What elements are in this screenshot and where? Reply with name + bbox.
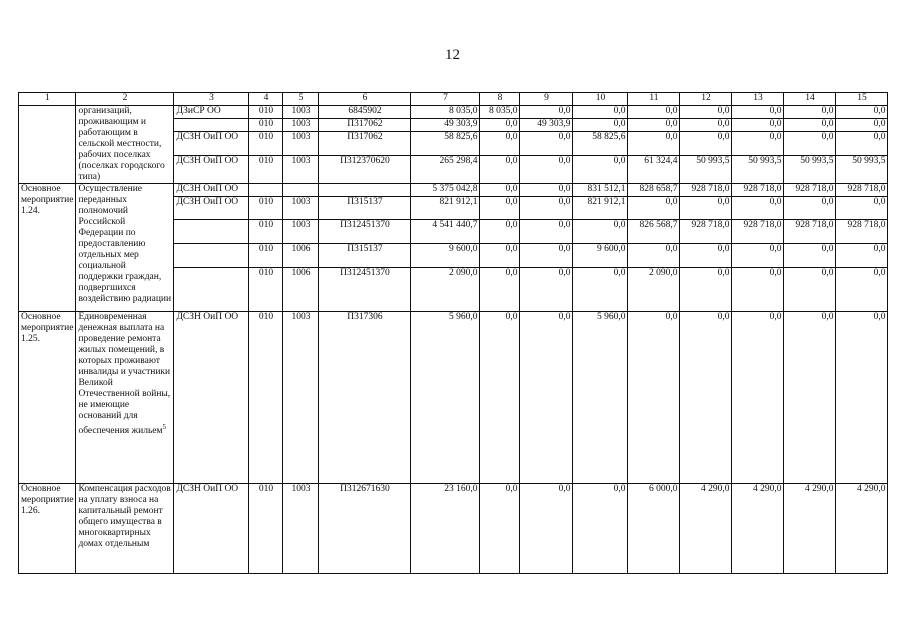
value-cell: 50 993,5	[732, 156, 784, 184]
value-cell: 0,0	[680, 268, 732, 312]
table-row	[19, 484, 888, 574]
value-cell: 010	[249, 132, 283, 156]
value-cell: 0,0	[628, 119, 680, 132]
footnote-mark: 5	[162, 423, 167, 431]
value-cell: 1006	[283, 244, 319, 268]
value-cell: 010	[249, 244, 283, 268]
value-cell: 0,0	[480, 197, 520, 220]
header-cell: 13	[732, 93, 784, 106]
value-cell: П317306	[319, 312, 411, 484]
executor-cell: ДСЗН ОиП ОО	[174, 197, 249, 220]
value-cell: П312370620	[319, 156, 411, 184]
header-cell: 4	[249, 93, 283, 106]
value-cell: 0,0	[573, 220, 628, 244]
value-cell: 0,0	[732, 312, 784, 484]
activity-cell	[19, 106, 76, 184]
measure-name-cell	[76, 184, 174, 312]
value-cell: 5 960,0	[411, 312, 480, 484]
value-cell: 5 375 042,8	[411, 184, 480, 197]
value-cell: 0,0	[784, 244, 836, 268]
value-cell: 0,0	[520, 184, 573, 197]
value-cell: 265 298,4	[411, 156, 480, 184]
measure-name-text: Компенсация расходов на уплату взноса на капитальный ремонт общего имущества в многоквартирных домах отдельным	[78, 484, 171, 549]
value-cell: 0,0	[520, 484, 573, 574]
value-cell: 010	[249, 197, 283, 220]
value-cell: 0,0	[480, 156, 520, 184]
value-cell: 0,0	[520, 220, 573, 244]
value-cell: 8 035,0	[411, 106, 480, 119]
value-cell	[319, 184, 411, 197]
value-cell: 0,0	[732, 197, 784, 220]
value-cell: П315137	[319, 197, 411, 220]
value-cell: 928 718,0	[836, 220, 888, 244]
value-cell: 010	[249, 312, 283, 484]
header-cell: 9	[520, 93, 573, 106]
value-cell: 1003	[283, 220, 319, 244]
value-cell: 0,0	[628, 132, 680, 156]
value-cell: 0,0	[732, 244, 784, 268]
executor-cell	[174, 220, 249, 244]
value-cell: 1003	[283, 106, 319, 119]
header-cell: 2	[76, 93, 174, 106]
value-cell: 4 290,0	[784, 484, 836, 574]
activity-cell: Основное мероприятие 1.25.	[19, 312, 76, 484]
table-row	[19, 312, 888, 484]
value-cell: 010	[249, 106, 283, 119]
header-cell: 11	[628, 93, 680, 106]
value-cell: 828 658,7	[628, 184, 680, 197]
value-cell: 50 993,5	[836, 156, 888, 184]
value-cell: 0,0	[836, 106, 888, 119]
value-cell: 0,0	[573, 106, 628, 119]
value-cell: 821 912,1	[573, 197, 628, 220]
value-cell: 0,0	[784, 119, 836, 132]
value-cell: 4 290,0	[680, 484, 732, 574]
executor-cell	[174, 119, 249, 132]
value-cell: 6 000,0	[628, 484, 680, 574]
value-cell: 831 512,1	[573, 184, 628, 197]
header-cell: 7	[411, 93, 480, 106]
measure-name-text: Единовременная денежная выплата на проведение ремонта жилых помещений, в которых проживают инвалиды и участники Великой Отечественной войны, не имеющие оснований для обеспечения жильем	[78, 312, 171, 437]
value-cell: 0,0	[784, 106, 836, 119]
value-cell: 0,0	[836, 312, 888, 484]
value-cell: 0,0	[784, 197, 836, 220]
value-cell: 928 718,0	[784, 184, 836, 197]
value-cell: 4 541 440,7	[411, 220, 480, 244]
value-cell: 0,0	[628, 244, 680, 268]
value-cell: 0,0	[480, 132, 520, 156]
executor-cell: ДЗиСР ОО	[174, 106, 249, 119]
value-cell: 0,0	[680, 132, 732, 156]
value-cell: 826 568,7	[628, 220, 680, 244]
value-cell: 0,0	[680, 312, 732, 484]
value-cell: 0,0	[680, 106, 732, 119]
value-cell: 0,0	[732, 119, 784, 132]
executor-cell: ДСЗН ОиП ОО	[174, 312, 249, 484]
value-cell: П317062	[319, 119, 411, 132]
value-cell: 0,0	[480, 119, 520, 132]
header-row	[19, 93, 888, 106]
executor-cell	[174, 244, 249, 268]
value-cell: 0,0	[680, 244, 732, 268]
value-cell: 4 290,0	[836, 484, 888, 574]
value-cell: 0,0	[836, 197, 888, 220]
value-cell: 0,0	[573, 156, 628, 184]
budget-table	[18, 92, 888, 574]
value-cell: 9 600,0	[411, 244, 480, 268]
value-cell: 821 912,1	[411, 197, 480, 220]
value-cell: 0,0	[732, 106, 784, 119]
value-cell: 0,0	[784, 132, 836, 156]
header-cell: 5	[283, 93, 319, 106]
value-cell: 1006	[283, 268, 319, 312]
value-cell: 0,0	[480, 268, 520, 312]
value-cell: 0,0	[520, 312, 573, 484]
value-cell: 58 825,6	[573, 132, 628, 156]
value-cell: 0,0	[836, 268, 888, 312]
value-cell: 0,0	[628, 197, 680, 220]
value-cell: 6845902	[319, 106, 411, 119]
value-cell: 0,0	[836, 119, 888, 132]
value-cell	[283, 184, 319, 197]
value-cell: 2 090,0	[628, 268, 680, 312]
value-cell: 1003	[283, 119, 319, 132]
value-cell: 928 718,0	[680, 184, 732, 197]
header-cell: 1	[19, 93, 76, 106]
value-cell	[249, 184, 283, 197]
value-cell: 1003	[283, 484, 319, 574]
value-cell: 0,0	[520, 268, 573, 312]
header-cell: 3	[174, 93, 249, 106]
value-cell: П312671630	[319, 484, 411, 574]
value-cell: 0,0	[573, 119, 628, 132]
value-cell: 0,0	[520, 197, 573, 220]
table-body	[19, 93, 888, 574]
value-cell: 0,0	[836, 244, 888, 268]
value-cell: 0,0	[680, 119, 732, 132]
value-cell: 010	[249, 268, 283, 312]
value-cell: 0,0	[480, 220, 520, 244]
value-cell: 0,0	[520, 156, 573, 184]
value-cell: 0,0	[732, 268, 784, 312]
activity-cell: Основное мероприятие 1.26.	[19, 484, 76, 574]
value-cell: 928 718,0	[784, 220, 836, 244]
value-cell: 928 718,0	[732, 184, 784, 197]
value-cell: 1003	[283, 197, 319, 220]
value-cell: 0,0	[520, 132, 573, 156]
value-cell: 50 993,5	[680, 156, 732, 184]
activity-cell: Основное мероприятие 1.24.	[19, 184, 76, 312]
value-cell: 49 303,9	[520, 119, 573, 132]
value-cell: 1003	[283, 312, 319, 484]
header-cell: 6	[319, 93, 411, 106]
value-cell: 50 993,5	[784, 156, 836, 184]
measure-name-text: Осуществление переданных полномочий Российской Федерации по предоставлению отдельных мер социальной поддержки граждан, подвергшихся воздействию радиации	[78, 184, 172, 304]
value-cell: 0,0	[573, 484, 628, 574]
table-row	[19, 184, 888, 197]
value-cell: П315137	[319, 244, 411, 268]
executor-cell: ДСЗН ОиП ОО	[174, 484, 249, 574]
value-cell: 0,0	[784, 268, 836, 312]
table-row	[19, 106, 888, 119]
value-cell: П312451370	[319, 268, 411, 312]
executor-cell: ДСЗН ОиП ОО	[174, 184, 249, 197]
value-cell: 0,0	[732, 132, 784, 156]
value-cell: 9 600,0	[573, 244, 628, 268]
value-cell: 928 718,0	[732, 220, 784, 244]
value-cell: 928 718,0	[836, 184, 888, 197]
value-cell: 0,0	[836, 132, 888, 156]
value-cell: 010	[249, 156, 283, 184]
measure-name-text: организаций, проживающим и работающим в сельской местности, рабочих поселках (поселках городского типа)	[78, 106, 165, 182]
value-cell: 49 303,9	[411, 119, 480, 132]
value-cell: 0,0	[480, 484, 520, 574]
executor-cell: ДСЗН ОиП ОО	[174, 132, 249, 156]
value-cell: 0,0	[573, 268, 628, 312]
value-cell: 010	[249, 119, 283, 132]
value-cell: 0,0	[520, 106, 573, 119]
value-cell: 8 035,0	[480, 106, 520, 119]
value-cell: 23 160,0	[411, 484, 480, 574]
measure-name-cell	[76, 484, 174, 574]
value-cell: 0,0	[480, 244, 520, 268]
value-cell: 5 960,0	[573, 312, 628, 484]
header-cell: 14	[784, 93, 836, 106]
value-cell: 010	[249, 484, 283, 574]
value-cell: 928 718,0	[680, 220, 732, 244]
value-cell: 010	[249, 220, 283, 244]
header-cell: 10	[573, 93, 628, 106]
executor-cell: ДСЗН ОиП ОО	[174, 156, 249, 184]
value-cell: 0,0	[480, 312, 520, 484]
header-cell: 15	[836, 93, 888, 106]
value-cell: 58 825,6	[411, 132, 480, 156]
value-cell: 0,0	[628, 106, 680, 119]
page-number: 12	[445, 47, 460, 63]
value-cell: 1003	[283, 156, 319, 184]
header-cell: 8	[480, 93, 520, 106]
header-cell: 12	[680, 93, 732, 106]
value-cell: 0,0	[680, 197, 732, 220]
value-cell: П312451370	[319, 220, 411, 244]
value-cell: 1003	[283, 132, 319, 156]
measure-name-cell	[76, 312, 174, 484]
value-cell: П317062	[319, 132, 411, 156]
value-cell: 0,0	[480, 184, 520, 197]
value-cell: 0,0	[784, 312, 836, 484]
value-cell: 0,0	[628, 312, 680, 484]
value-cell: 4 290,0	[732, 484, 784, 574]
measure-name-cell	[76, 106, 174, 184]
value-cell: 61 324,4	[628, 156, 680, 184]
value-cell: 0,0	[520, 244, 573, 268]
value-cell: 2 090,0	[411, 268, 480, 312]
executor-cell	[174, 268, 249, 312]
